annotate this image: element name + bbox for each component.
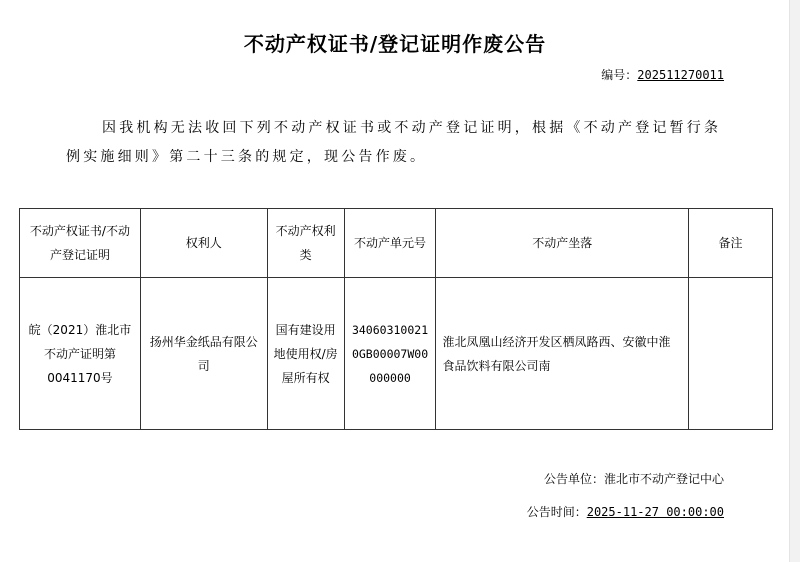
issuer-value: 淮北市不动产登记中心: [603, 472, 724, 486]
header-certificate: 不动产权证书/不动产登记证明: [20, 209, 141, 278]
table-row: [20, 278, 773, 430]
header-location: 不动产坐落: [436, 209, 689, 278]
cell-unit-no: 340603100210GB00007W00000000: [344, 278, 436, 430]
header-right-type: 不动产权利类: [267, 209, 344, 278]
time-value: 2025-11-27 00:00:00: [586, 505, 724, 519]
issuer-line: [544, 470, 724, 487]
records-table: [19, 208, 773, 430]
header-remark: 备注: [689, 209, 773, 278]
cell-right-type: 国有建设用地使用权/房屋所有权: [267, 278, 344, 430]
page-edge: [789, 0, 800, 562]
cell-location: 淮北凤凰山经济开发区栖凤路西、安徽中淮食品饮料有限公司南: [436, 278, 689, 430]
cell-remark: [689, 278, 773, 430]
time-label: 公告时间：: [526, 505, 587, 519]
time-line: [527, 503, 724, 520]
header-holder: 权利人: [140, 209, 267, 278]
announcement-body: 因我机构无法收回下列不动产权证书或不动产登记证明，根据《不动产登记暂行条例实施细则》第二十三条的规定，现公告作废。: [66, 120, 722, 165]
document-number-value: 202511270011: [637, 68, 724, 82]
page-title: 不动产权证书/登记证明作废公告: [243, 32, 547, 56]
document-number: [601, 66, 724, 83]
table-header-row: [20, 209, 773, 278]
header-unit-no: 不动产单元号: [344, 209, 436, 278]
cell-holder: 扬州华金纸品有限公司: [140, 278, 267, 430]
document-number-label: 编号：: [601, 68, 638, 82]
issuer-label: 公告单位：: [543, 472, 604, 486]
cell-certificate: 皖（2021）淮北市不动产证明第0041170号: [20, 278, 141, 430]
